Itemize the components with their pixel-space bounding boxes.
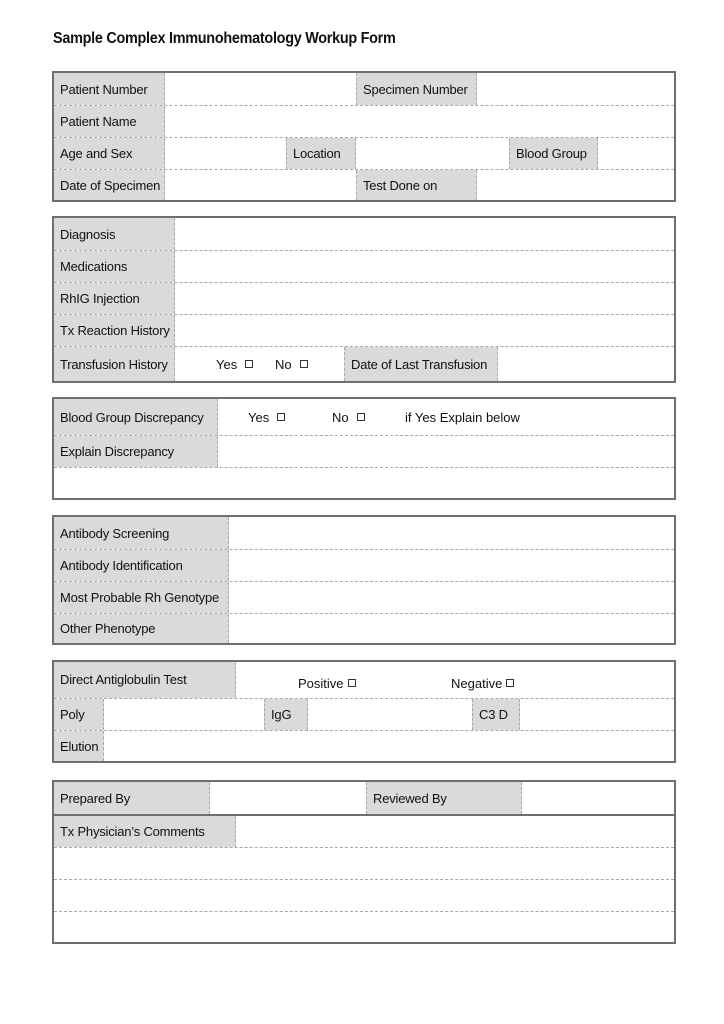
dat-section bbox=[52, 660, 676, 763]
explain-discrepancy-label: Explain Discrepancy bbox=[54, 436, 218, 467]
rh-genotype-field[interactable] bbox=[229, 582, 674, 613]
test-done-on-label: Test Done on bbox=[356, 170, 477, 200]
other-phenotype-row bbox=[54, 614, 674, 643]
tx-reaction-row bbox=[54, 315, 674, 347]
tx-reaction-history-field[interactable] bbox=[175, 315, 674, 346]
yes-label: Yes bbox=[248, 409, 270, 425]
negative-label: Negative bbox=[451, 675, 503, 691]
age-location-row bbox=[54, 138, 674, 170]
date-of-specimen-field[interactable] bbox=[165, 170, 356, 200]
history-section bbox=[52, 216, 676, 383]
antibody-screening-label: Antibody Screening bbox=[54, 517, 229, 549]
antibody-identification-field[interactable] bbox=[229, 550, 674, 581]
antibody-screening-field[interactable] bbox=[229, 517, 674, 549]
bg-discrepancy-row bbox=[54, 399, 674, 436]
no-label: No bbox=[275, 356, 292, 372]
positive-label: Positive bbox=[298, 675, 344, 691]
patient-number-label: Patient Number bbox=[54, 73, 165, 105]
transfusion-no-option[interactable] bbox=[275, 347, 308, 381]
poly-field[interactable] bbox=[104, 699, 264, 730]
diagnosis-field[interactable] bbox=[175, 218, 674, 250]
age-sex-label: Age and Sex bbox=[54, 138, 165, 169]
discrepancy-section bbox=[52, 397, 676, 500]
blood-group-label: Blood Group bbox=[509, 138, 598, 169]
comments-line-2[interactable] bbox=[54, 880, 674, 912]
specimen-number-field[interactable] bbox=[477, 73, 674, 105]
igg-field[interactable] bbox=[308, 699, 472, 730]
date-of-specimen-label: Date of Specimen bbox=[54, 170, 165, 200]
other-phenotype-field[interactable] bbox=[229, 614, 674, 643]
discrepancy-no-option[interactable] bbox=[332, 399, 365, 435]
specimen-number-label: Specimen Number bbox=[356, 73, 477, 105]
reviewed-by-field[interactable] bbox=[522, 782, 674, 814]
reviewed-by-label: Reviewed By bbox=[366, 782, 522, 814]
medications-label: Medications bbox=[54, 251, 175, 282]
rhig-injection-field[interactable] bbox=[175, 283, 674, 314]
no-label: No bbox=[332, 409, 349, 425]
blood-group-field[interactable] bbox=[598, 138, 674, 169]
negative-checkbox[interactable] bbox=[506, 679, 514, 687]
yes-label: Yes bbox=[216, 356, 238, 372]
discrepancy-instruction: if Yes Explain below bbox=[405, 409, 520, 425]
elution-label: Elution bbox=[54, 731, 104, 761]
medications-row bbox=[54, 251, 674, 283]
page-title: Sample Complex Immunohematology Workup Form bbox=[53, 30, 396, 47]
no-checkbox[interactable] bbox=[357, 413, 365, 421]
dat-label: Direct Antiglobulin Test bbox=[54, 662, 236, 698]
transfusion-history-row bbox=[54, 347, 674, 381]
location-label: Location bbox=[286, 138, 356, 169]
rhig-row bbox=[54, 283, 674, 315]
date-last-transfusion-label: Date of Last Transfusion bbox=[344, 347, 498, 381]
signoff-section bbox=[52, 780, 676, 944]
antibody-screening-row bbox=[54, 517, 674, 550]
date-last-transfusion-field[interactable] bbox=[498, 347, 674, 381]
antibody-section bbox=[52, 515, 676, 645]
location-field[interactable] bbox=[356, 138, 509, 169]
dat-row bbox=[54, 662, 674, 699]
prepared-by-label: Prepared By bbox=[54, 782, 210, 814]
comments-header-row bbox=[54, 816, 674, 848]
explain-discrepancy-field[interactable] bbox=[218, 436, 674, 467]
other-phenotype-label: Other Phenotype bbox=[54, 614, 229, 643]
patient-number-row bbox=[54, 73, 674, 106]
comments-line-3[interactable] bbox=[54, 912, 674, 942]
patient-name-field[interactable] bbox=[165, 106, 674, 137]
prepared-reviewed-row bbox=[54, 782, 674, 816]
patient-number-field[interactable] bbox=[165, 73, 356, 105]
c3d-field[interactable] bbox=[520, 699, 674, 730]
dat-negative-option[interactable] bbox=[451, 662, 514, 698]
date-row bbox=[54, 170, 674, 200]
patient-info-section bbox=[52, 71, 676, 202]
poly-label: Poly bbox=[54, 699, 104, 730]
comments-line-1[interactable] bbox=[54, 848, 674, 880]
rhig-injection-label: RhIG Injection bbox=[54, 283, 175, 314]
tx-physician-comments-label: Tx Physician’s Comments bbox=[54, 816, 236, 847]
yes-checkbox[interactable] bbox=[277, 413, 285, 421]
patient-name-label: Patient Name bbox=[54, 106, 165, 137]
antibody-identification-label: Antibody Identification bbox=[54, 550, 229, 581]
elution-row bbox=[54, 731, 674, 761]
no-checkbox[interactable] bbox=[300, 360, 308, 368]
rh-genotype-row bbox=[54, 582, 674, 614]
tx-reaction-history-label: Tx Reaction History bbox=[54, 315, 175, 346]
diagnosis-row bbox=[54, 218, 674, 251]
test-done-on-field[interactable] bbox=[477, 170, 674, 200]
antibody-identification-row bbox=[54, 550, 674, 582]
yes-checkbox[interactable] bbox=[245, 360, 253, 368]
age-sex-field[interactable] bbox=[165, 138, 286, 169]
tx-physician-comments-field[interactable] bbox=[236, 816, 674, 847]
discrepancy-yes-option[interactable] bbox=[248, 399, 285, 435]
patient-name-row bbox=[54, 106, 674, 138]
medications-field[interactable] bbox=[175, 251, 674, 282]
elution-field[interactable] bbox=[104, 731, 674, 761]
poly-igg-c3d-row bbox=[54, 699, 674, 731]
transfusion-yes-option[interactable] bbox=[216, 347, 253, 381]
prepared-by-field[interactable] bbox=[210, 782, 366, 814]
bg-discrepancy-label: Blood Group Discrepancy bbox=[54, 399, 218, 435]
igg-label: IgG bbox=[264, 699, 308, 730]
transfusion-history-label: Transfusion History bbox=[54, 347, 175, 381]
rh-genotype-label: Most Probable Rh Genotype bbox=[54, 582, 229, 613]
dat-positive-option[interactable] bbox=[298, 662, 356, 698]
diagnosis-label: Diagnosis bbox=[54, 218, 175, 250]
positive-checkbox[interactable] bbox=[348, 679, 356, 687]
explain-discrepancy-row bbox=[54, 436, 674, 468]
c3d-label: C3 D bbox=[472, 699, 520, 730]
explain-discrepancy-extra-row[interactable] bbox=[54, 468, 674, 498]
